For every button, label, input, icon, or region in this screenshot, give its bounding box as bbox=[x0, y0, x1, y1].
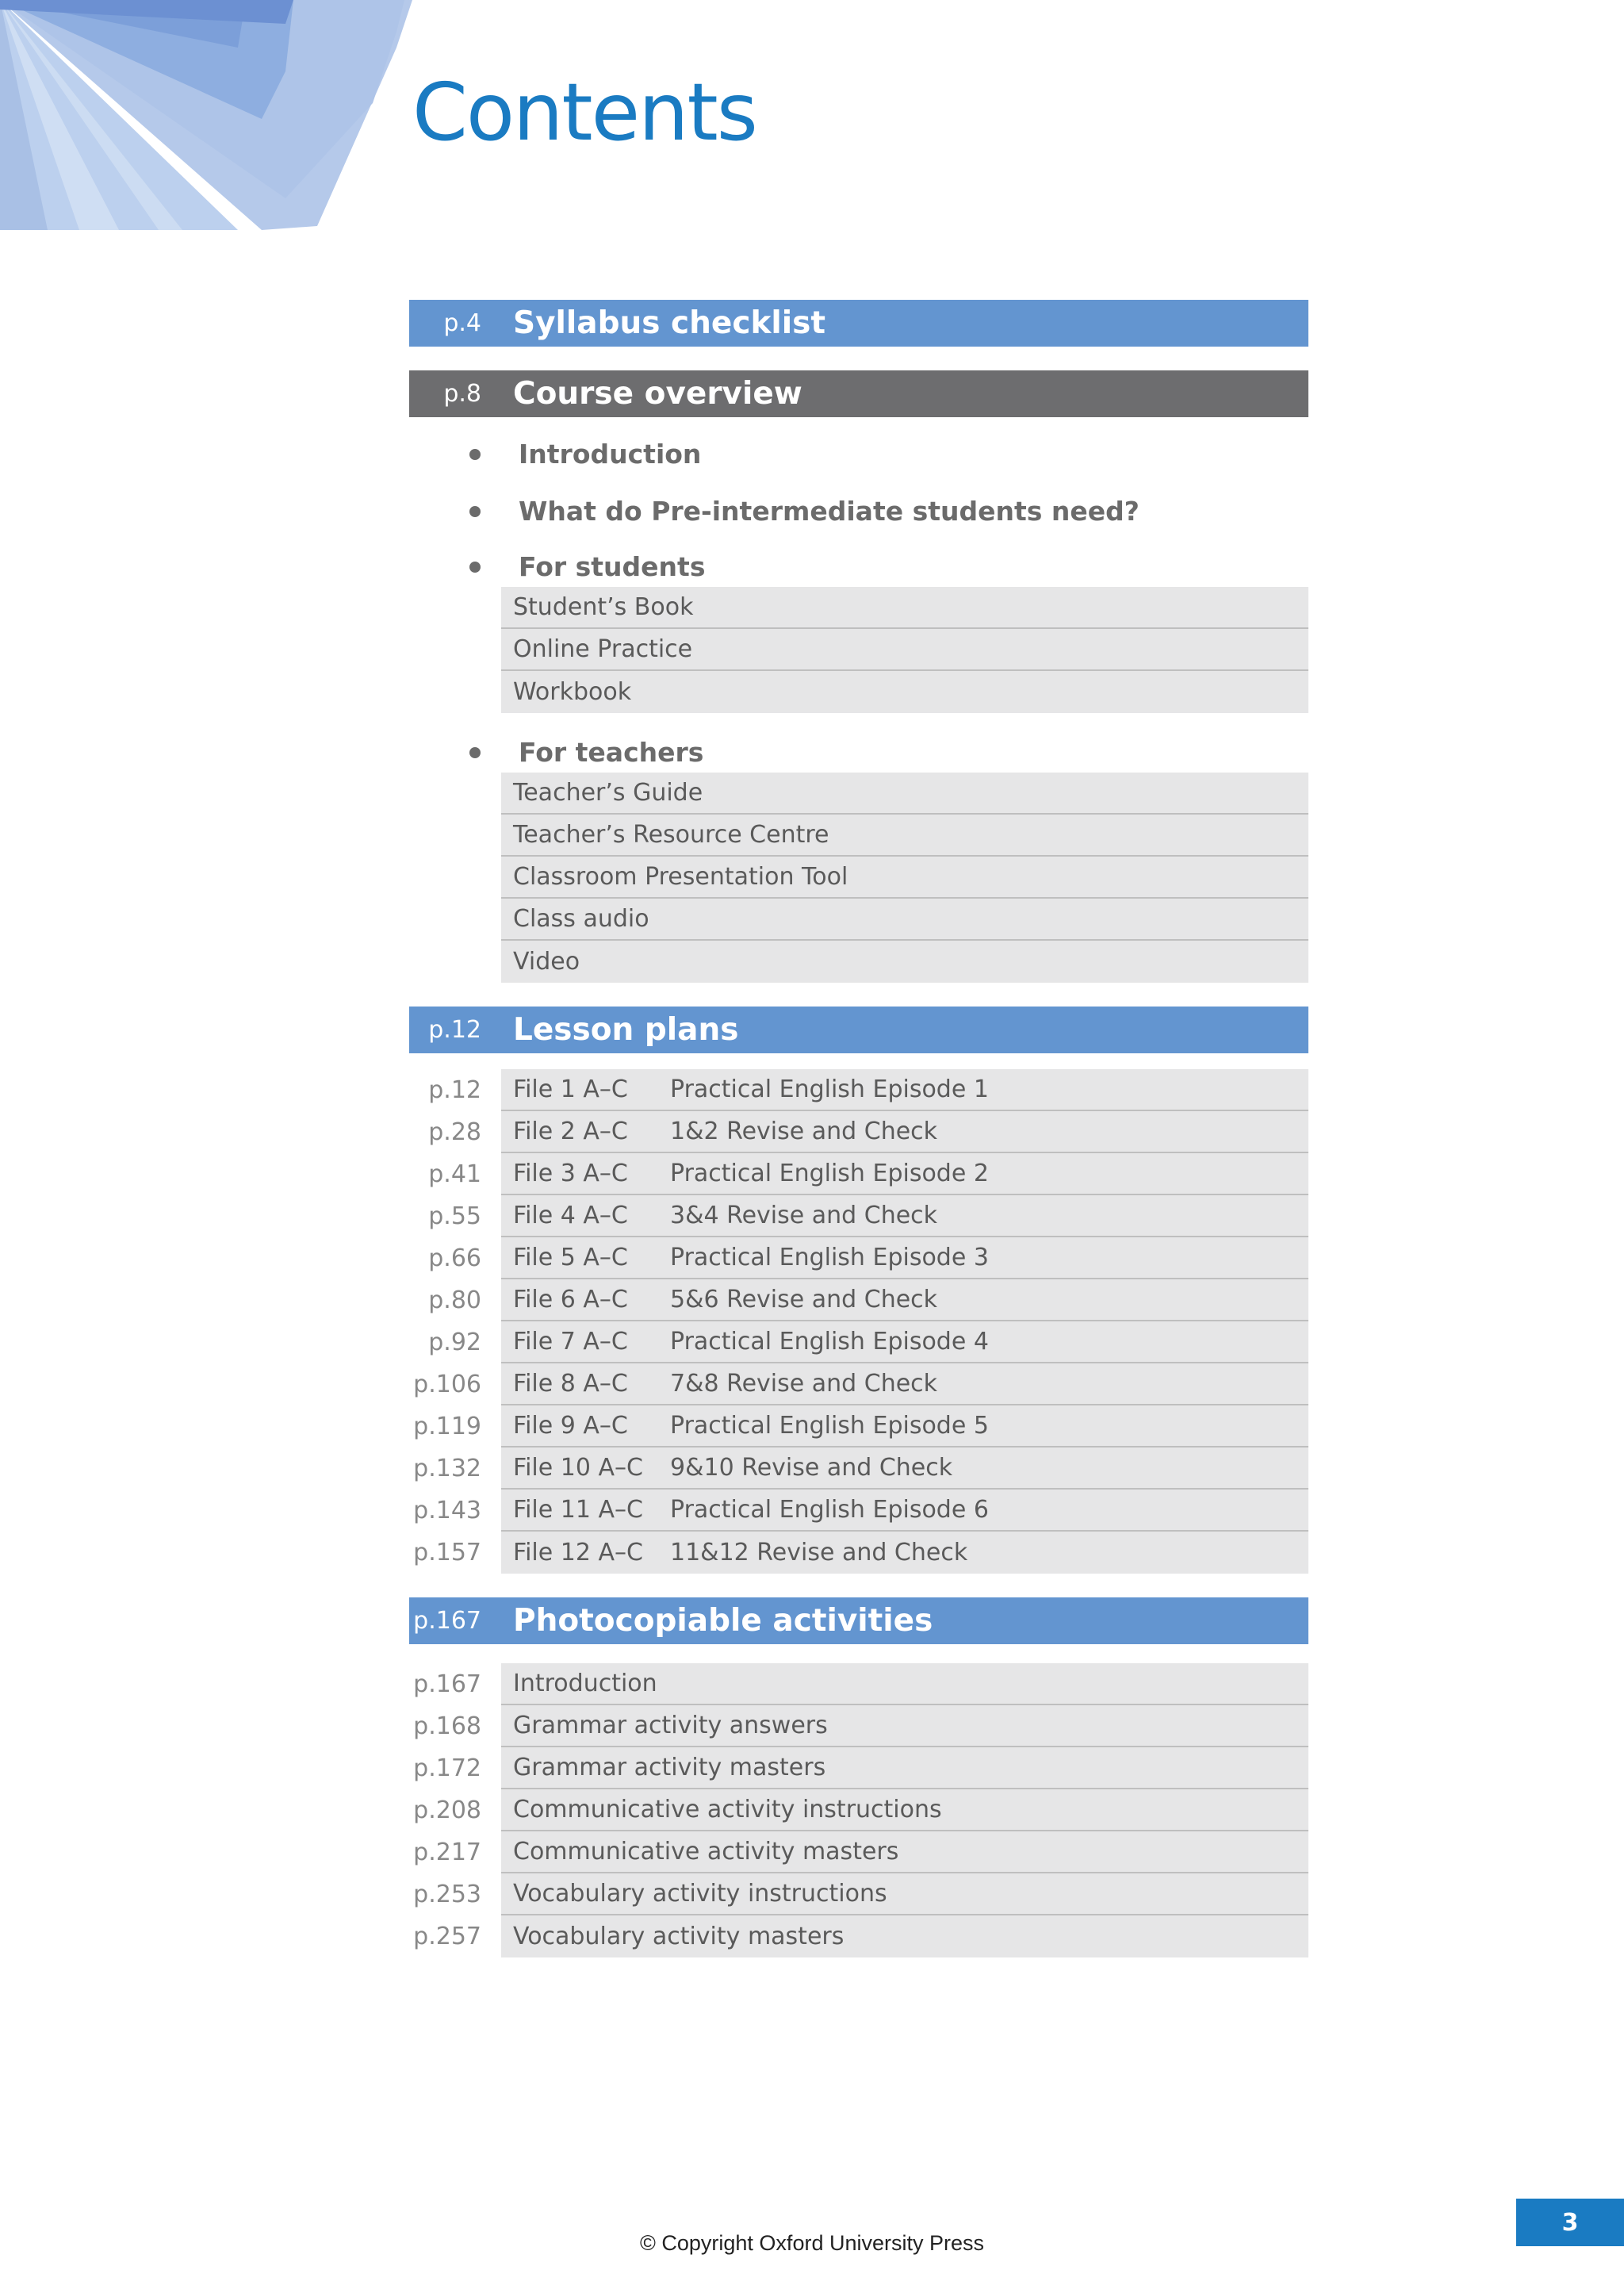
copyright-footer: © Copyright Oxford University Press bbox=[639, 2231, 985, 2255]
list-item[interactable] bbox=[501, 941, 1308, 983]
section-page: p.167 bbox=[413, 1607, 481, 1635]
teachers-list bbox=[501, 773, 1308, 983]
row-cell bbox=[501, 1405, 1308, 1448]
row-page: p.208 bbox=[413, 1796, 481, 1824]
row-page: p.168 bbox=[413, 1712, 481, 1740]
table-row[interactable] bbox=[413, 1831, 1308, 1873]
list-item[interactable] bbox=[501, 815, 1308, 857]
bullet-item-teachers[interactable] bbox=[409, 713, 1308, 773]
table-row[interactable] bbox=[428, 1111, 1308, 1153]
list-item[interactable] bbox=[501, 899, 1308, 941]
list-item[interactable] bbox=[501, 587, 1308, 629]
row-page: p.106 bbox=[413, 1371, 481, 1398]
list-item-label: Teacher’s Resource Centre bbox=[501, 815, 1308, 857]
row-cell bbox=[501, 1153, 1308, 1195]
row-cell bbox=[501, 1111, 1308, 1153]
row-page: p.119 bbox=[413, 1413, 481, 1440]
section-header-lessons[interactable] bbox=[409, 1007, 1308, 1053]
row-file: File 10 A–C bbox=[513, 1454, 643, 1482]
bullet-dot bbox=[469, 562, 481, 573]
table-row[interactable] bbox=[428, 1153, 1308, 1195]
list-item-label: Class audio bbox=[501, 899, 1308, 941]
row-label: Introduction bbox=[501, 1663, 1308, 1705]
section-title: Syllabus checklist bbox=[513, 305, 826, 341]
list-item-label: Teacher’s Guide bbox=[501, 773, 1308, 815]
table-row[interactable] bbox=[413, 1405, 1308, 1448]
lesson-plans-list bbox=[413, 1069, 1308, 1574]
row-file: File 2 A–C bbox=[513, 1118, 628, 1145]
row-topic: Practical English Episode 5 bbox=[670, 1412, 989, 1440]
row-label: Grammar activity answers bbox=[501, 1705, 1308, 1747]
table-row[interactable] bbox=[428, 1069, 1308, 1111]
row-page: p.132 bbox=[413, 1455, 481, 1482]
table-row[interactable] bbox=[413, 1789, 1308, 1831]
table-row[interactable] bbox=[413, 1873, 1308, 1915]
row-topic: Practical English Episode 1 bbox=[670, 1076, 989, 1103]
row-page: p.143 bbox=[413, 1497, 481, 1524]
row-label: Communicative activity instructions bbox=[501, 1789, 1308, 1831]
photocopiable-list bbox=[413, 1663, 1308, 1957]
table-row[interactable] bbox=[413, 1915, 1308, 1957]
list-item-label: Classroom Presentation Tool bbox=[501, 857, 1308, 899]
list-item-label: Video bbox=[501, 941, 1308, 983]
table-row[interactable] bbox=[413, 1448, 1308, 1490]
row-page: p.157 bbox=[413, 1539, 481, 1566]
section-page: p.8 bbox=[443, 380, 481, 408]
table-row[interactable] bbox=[428, 1321, 1308, 1363]
bullet-label: For teachers bbox=[519, 737, 704, 768]
row-label: Vocabulary activity instructions bbox=[501, 1873, 1308, 1915]
row-file: File 11 A–C bbox=[513, 1496, 643, 1524]
bullet-dot bbox=[469, 747, 481, 758]
bullet-item-needs[interactable] bbox=[409, 474, 1308, 531]
row-page: p.167 bbox=[413, 1670, 481, 1698]
list-item[interactable] bbox=[501, 857, 1308, 899]
bullet-label: For students bbox=[519, 551, 706, 582]
row-topic: Practical English Episode 3 bbox=[670, 1244, 989, 1271]
table-row[interactable] bbox=[413, 1490, 1308, 1532]
list-item-label: Student’s Book bbox=[501, 587, 1308, 629]
section-title: Course overview bbox=[513, 376, 802, 412]
table-of-contents bbox=[409, 300, 1308, 1957]
row-page: p.257 bbox=[413, 1923, 481, 1950]
list-item[interactable] bbox=[501, 629, 1308, 671]
row-cell bbox=[501, 1490, 1308, 1532]
bullet-item-students[interactable] bbox=[409, 531, 1308, 587]
row-topic: Practical English Episode 6 bbox=[670, 1496, 989, 1524]
row-page: p.80 bbox=[428, 1286, 481, 1314]
row-cell bbox=[501, 1279, 1308, 1321]
row-page: p.28 bbox=[428, 1118, 481, 1146]
row-page: p.41 bbox=[428, 1160, 481, 1188]
students-list bbox=[501, 587, 1308, 713]
row-page: p.66 bbox=[428, 1244, 481, 1272]
row-cell bbox=[501, 1237, 1308, 1279]
row-page: p.12 bbox=[428, 1076, 481, 1104]
page-number-badge: 3 bbox=[1516, 2199, 1624, 2246]
row-cell bbox=[501, 1363, 1308, 1405]
row-file: File 12 A–C bbox=[513, 1539, 643, 1566]
list-item[interactable] bbox=[501, 671, 1308, 713]
section-title: Lesson plans bbox=[513, 1012, 739, 1048]
table-row[interactable] bbox=[413, 1663, 1308, 1705]
row-file: File 3 A–C bbox=[513, 1160, 628, 1187]
section-header-overview[interactable] bbox=[409, 370, 1308, 417]
bullet-item-introduction[interactable] bbox=[409, 417, 1308, 474]
page-title: Contents bbox=[412, 66, 756, 159]
row-topic: 9&10 Revise and Check bbox=[670, 1454, 953, 1482]
row-topic: 11&12 Revise and Check bbox=[670, 1539, 968, 1566]
row-file: File 6 A–C bbox=[513, 1286, 628, 1313]
row-topic: 3&4 Revise and Check bbox=[670, 1202, 938, 1229]
bullet-dot bbox=[469, 449, 481, 460]
table-row[interactable] bbox=[413, 1532, 1308, 1574]
row-file: File 5 A–C bbox=[513, 1244, 628, 1271]
row-cell bbox=[501, 1195, 1308, 1237]
row-cell bbox=[501, 1448, 1308, 1490]
row-page: p.55 bbox=[428, 1202, 481, 1230]
row-file: File 9 A–C bbox=[513, 1412, 628, 1440]
table-row[interactable] bbox=[428, 1237, 1308, 1279]
row-file: File 1 A–C bbox=[513, 1076, 628, 1103]
list-item[interactable] bbox=[501, 773, 1308, 815]
table-row[interactable] bbox=[413, 1363, 1308, 1405]
table-row[interactable] bbox=[413, 1705, 1308, 1747]
row-file: File 8 A–C bbox=[513, 1370, 628, 1398]
row-page: p.172 bbox=[413, 1754, 481, 1782]
section-page: p.4 bbox=[443, 309, 481, 337]
table-row[interactable] bbox=[428, 1195, 1308, 1237]
row-topic: 5&6 Revise and Check bbox=[670, 1286, 938, 1313]
row-label: Vocabulary activity masters bbox=[501, 1915, 1308, 1957]
row-page: p.92 bbox=[428, 1329, 481, 1356]
row-file: File 7 A–C bbox=[513, 1328, 628, 1355]
row-topic: Practical English Episode 4 bbox=[670, 1328, 989, 1355]
bullet-label: What do Pre-intermediate students need? bbox=[519, 496, 1139, 527]
table-row[interactable] bbox=[413, 1747, 1308, 1789]
section-header-syllabus[interactable] bbox=[409, 300, 1308, 347]
row-cell bbox=[501, 1069, 1308, 1111]
list-item-label: Online Practice bbox=[501, 629, 1308, 671]
list-item-label: Workbook bbox=[501, 671, 1308, 713]
section-title: Photocopiable activities bbox=[513, 1603, 933, 1639]
row-topic: Practical English Episode 2 bbox=[670, 1160, 989, 1187]
section-header-photocopiable[interactable] bbox=[409, 1597, 1308, 1644]
row-label: Communicative activity masters bbox=[501, 1831, 1308, 1873]
bullet-label: Introduction bbox=[519, 439, 702, 470]
table-row[interactable] bbox=[428, 1279, 1308, 1321]
row-cell bbox=[501, 1532, 1308, 1574]
row-label: Grammar activity masters bbox=[501, 1747, 1308, 1789]
row-page: p.253 bbox=[413, 1881, 481, 1908]
row-page: p.217 bbox=[413, 1839, 481, 1866]
bullet-dot bbox=[469, 506, 481, 517]
row-topic: 7&8 Revise and Check bbox=[670, 1370, 938, 1398]
row-cell bbox=[501, 1321, 1308, 1363]
section-page: p.12 bbox=[428, 1016, 481, 1044]
decorative-fan-graphic bbox=[0, 0, 428, 230]
row-topic: 1&2 Revise and Check bbox=[670, 1118, 938, 1145]
row-file: File 4 A–C bbox=[513, 1202, 628, 1229]
